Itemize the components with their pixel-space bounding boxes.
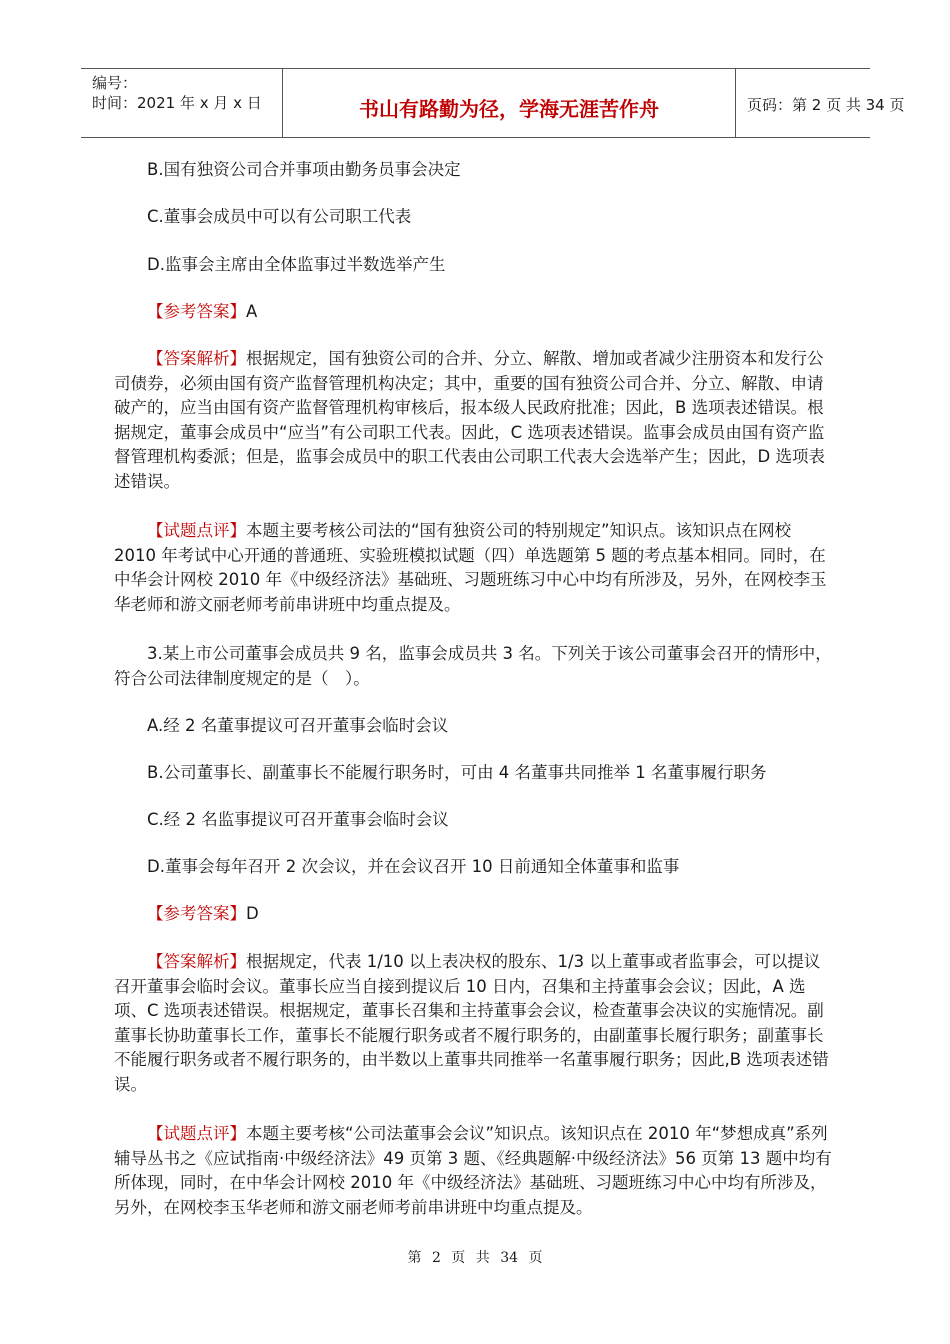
comment-tag: 【试题点评】 <box>147 521 246 540</box>
document-date: 时间：2021 年 x 月 x 日 <box>92 94 262 112</box>
q3-analysis <box>114 950 836 1097</box>
q2-option-c: C.董事会成员中可以有公司职工代表 <box>147 207 412 226</box>
document-number: 编号： <box>92 74 138 92</box>
q3-comment <box>114 1122 836 1220</box>
q3-option-a: A.经 2 名董事提议可召开董事会临时会议 <box>147 716 449 735</box>
q3-option-c: C.经 2 名监事提议可召开董事会临时会议 <box>147 810 449 829</box>
q3-option-b: B.公司董事长、副董事长不能履行职务时，可由 4 名董事共同推举 1 名董事履行职务 <box>147 763 767 782</box>
answer-value: D <box>246 904 259 923</box>
answer-value: A <box>246 302 258 321</box>
q2-option-b: B.国有独资公司合并事项由勤务员事会决定 <box>147 160 461 179</box>
analysis-tag: 【答案解析】 <box>147 952 246 971</box>
q3-answer <box>147 902 259 927</box>
answer-tag: 【参考答案】 <box>147 904 246 923</box>
comment-text: 本题主要考核公司法的“国有独资公司的特别规定”知识点。该知识点在网校 2010 年考试中心开通的普通班、实验班模拟试题（四）单选题第 5 题的考点基本相同。同时，在中华会计网校 2010 年《中级经济法》基础班、习题班练习中心中均有所涉及，另外，在网校李玉华老师和游文丽老师考前串讲班中均重点提及。 <box>114 521 827 614</box>
header-motto-cell <box>282 69 736 137</box>
analysis-tag: 【答案解析】 <box>147 349 246 368</box>
q3-stem: 3.某上市公司董事会成员共 9 名，监事会成员共 3 名。下列关于该公司董事会召开的情形中，符合公司法律制度规定的是（ ）。 <box>114 644 832 688</box>
header-motto: 书山有路勤为径，学海无涯苦作舟 <box>359 97 659 121</box>
q2-answer <box>147 300 257 325</box>
answer-tag: 【参考答案】 <box>147 302 246 321</box>
analysis-text: 根据规定，国有独资公司的合并、分立、解散、增加或者减少注册资本和发行公司债券，必须由国有资产监督管理机构决定；其中，重要的国有独资公司合并、分立、解散、申请破产的，应当由国有资产监督管理机构审核后，报本级人民政府批准；因此，B 选项表述错误。根据规定，董事会成员中“应当”有公司职工代表。因此，C 选项表述错误。监事会成员由国有资产监督管理机构委派；但是，监事会成员中的职工代表由公司职工代表大会选举产生；因此，D 选项表述错误。 <box>114 349 825 491</box>
page-footer: 第 2 页 共 34 页 <box>407 1250 543 1266</box>
header-page-cell <box>736 69 905 137</box>
q2-option-d: D.监事会主席由全体监事过半数选举产生 <box>147 255 446 274</box>
q2-analysis <box>114 347 836 494</box>
analysis-text: 根据规定，代表 1/10 以上表决权的股东、1/3 以上董事或者监事会，可以提议召开董事会临时会议。董事长应当自接到提议后 10 日内，召集和主持董事会会议；因此，A 选项、C 选项表述错误。根据规定，董事长召集和主持董事会会议，检查董事会决议的实施情况。副董事长协助董事长工作，董事长不能履行职务或者不履行职务的，由副董事长履行职务；副董事长不能履行职务或者不履行职务的，由半数以上董事共同推举一名董事履行职务；因此,B 选项表述错误。 <box>114 952 829 1094</box>
header-page-number: 页码：第 2 页 共 34 页 <box>747 96 905 114</box>
page-header <box>81 68 905 138</box>
q2-comment <box>114 519 836 617</box>
q3-option-d: D.董事会每年召开 2 次会议，并在会议召开 10 日前通知全体董事和监事 <box>147 857 680 876</box>
comment-tag: 【试题点评】 <box>147 1124 246 1143</box>
header-meta-cell <box>81 69 282 137</box>
comment-text: 本题主要考核“公司法董事会会议”知识点。该知识点在 2010 年“梦想成真”系列辅导丛书之《应试指南·中级经济法》49 页第 3 题、《经典题解·中级经济法》56 页第 13 题中均有所体现，同时，在中华会计网校 2010 年《中级经济法》基础班、习题班练习中心中均有所涉及，另外，在网校李玉华老师和游文丽老师考前串讲班中均重点提及。 <box>114 1124 832 1217</box>
